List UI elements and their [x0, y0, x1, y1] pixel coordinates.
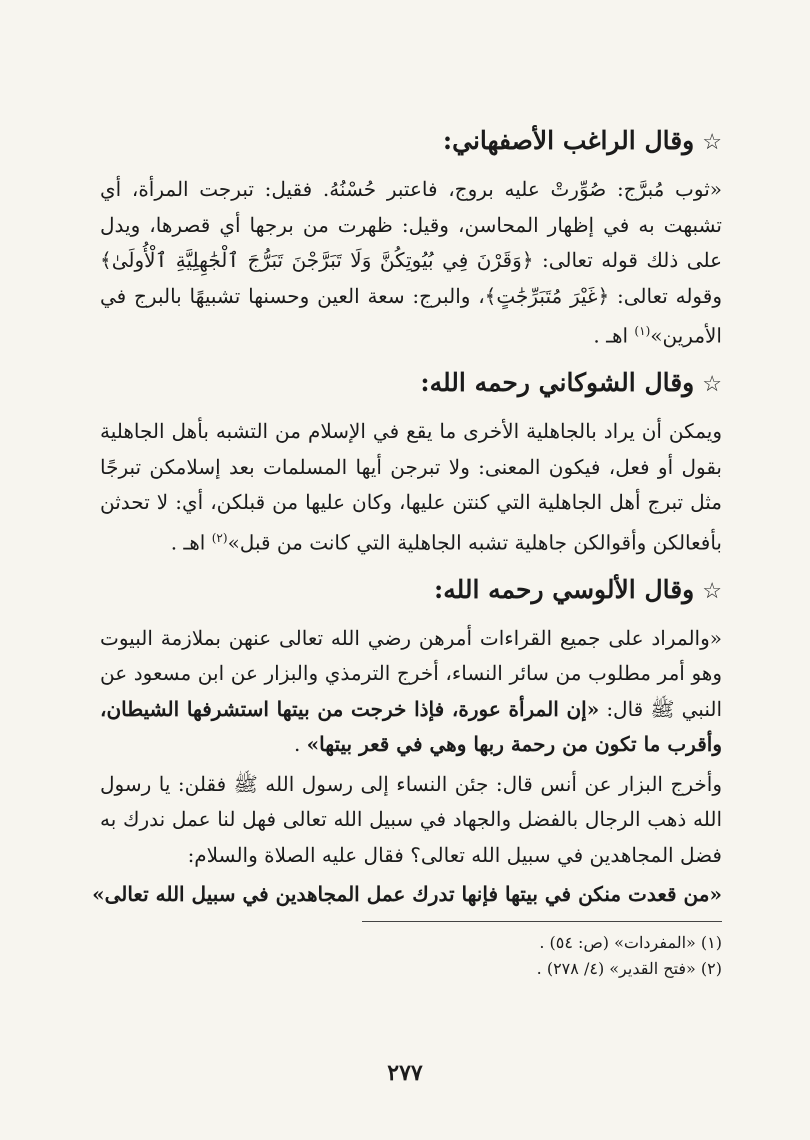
paragraph-alusi-2: وأخرج البزار عن أنس قال: جئن النساء إلى رسول الله ﷺ فقلن: يا رسول الله ذهب الرجال بالفضل والجهاد في سبيل الله تعالى فهل لنا عمل ندرك به فضل المجاهدين في سبيل الله تعالى؟ فقال عليه الصلاة والسلام: [100, 771, 722, 867]
footnote-2: (٢) «فتح القدير» (٤/ ٢٧٨) . [536, 959, 722, 979]
star-icon: ☆ [702, 130, 722, 155]
section-heading-shawkani: ☆وقال الشوكاني رحمه الله: [420, 368, 722, 398]
paragraph-raghib: «ثوب مُبرَّج: صُوِّرتْ عليه بروج، فاعتبر حُسْنُهُ. فقيل: تبرجت المرأة، أي تشبهت به في إظهار المحاسن، وقيل: ظهرت من برجها أي قصرها، ويدل على ذلك قوله تعالى: ﴿وَقَرْنَ فِي بُيُوتِكُنَّ وَلَا تَبَرَّجْنَ تَبَرُّجَ ٱلْجَٰهِلِيَّةِ ٱلْأُولَىٰ﴾ وقوله تعالى: ﴿غَيْرَ مُتَبَرِّجَٰتٍ﴾، والبرج: سعة العين وحسنها تشبيهًا بالبرج في الأمرين»$^{(١)}$ اهـ . [100, 177, 723, 348]
paragraph-alusi-1: «والمراد على جميع القراءات أمرهن رضي الله تعالى عنهن بملازمة البيوت وهو أمر مطلوب من سائر النساء، أخرج الترمذي والبزار عن ابن مسعود عن النبي ﷺ قال: «إن المرأة عورة، فإذا خرجت من بيتها استشرفها الشيطان، وأقرب ما تكون من رحمة ربها وهي في قعر بيتها» . [100, 625, 722, 757]
footnote-divider [362, 921, 722, 922]
quran-verse: ﴿وَقَرْنَ فِي بُيُوتِكُنَّ وَلَا تَبَرَّجْنَ تَبَرُّجَ ٱلْجَٰهِلِيَّةِ ٱلْأُولَىٰ﴾ [100, 248, 534, 272]
star-icon: ☆ [702, 578, 722, 604]
hadith-quote: «إن المرأة عورة، فإذا خرجت من بيتها استشرفها الشيطان، وأقرب ما تكون من رحمة ربها وهي في قعر بيتها» [100, 696, 722, 757]
section-heading-alusi: ☆وقال الألوسي رحمه الله: [433, 574, 722, 604]
footnote-marker: (١) [634, 324, 651, 338]
section-heading-raghib: ☆وقال الراغب الأصفهاني: [442, 126, 722, 155]
page-number: ٢٧٧ [387, 1060, 423, 1086]
quran-verse: ﴿غَيْرَ مُتَبَرِّجَٰتٍ﴾ [484, 283, 610, 308]
footnote-marker: (٢) [211, 530, 228, 545]
star-icon: ☆ [702, 372, 722, 398]
paragraph-shawkani: ويمكن أن يراد بالجاهلية الأخرى ما يقع في الإسلام من التشبه بأهل الجاهلية بقول أو فعل، فيكون المعنى: ولا تبرجن أيها المسلمات بعد إسلامكن تبرجًا مثل تبرج أهل الجاهلية التي كنتن عليها، وكان عليها من قبلكن، أي: لا تحدثن بأفعالكن وأقوالكن جاهلية تشبه الجاهلية التي كانت من قبل»$^{(٢)}$ اهـ . [100, 419, 722, 555]
hadith-quote-final: «من قعدت منكن في بيتها فإنها تدرك عمل المجاهدين في سبيل الله تعالى» [92, 882, 722, 907]
footnote-1: (١) «المفردات» (ص: ٥٤) . [539, 933, 722, 953]
